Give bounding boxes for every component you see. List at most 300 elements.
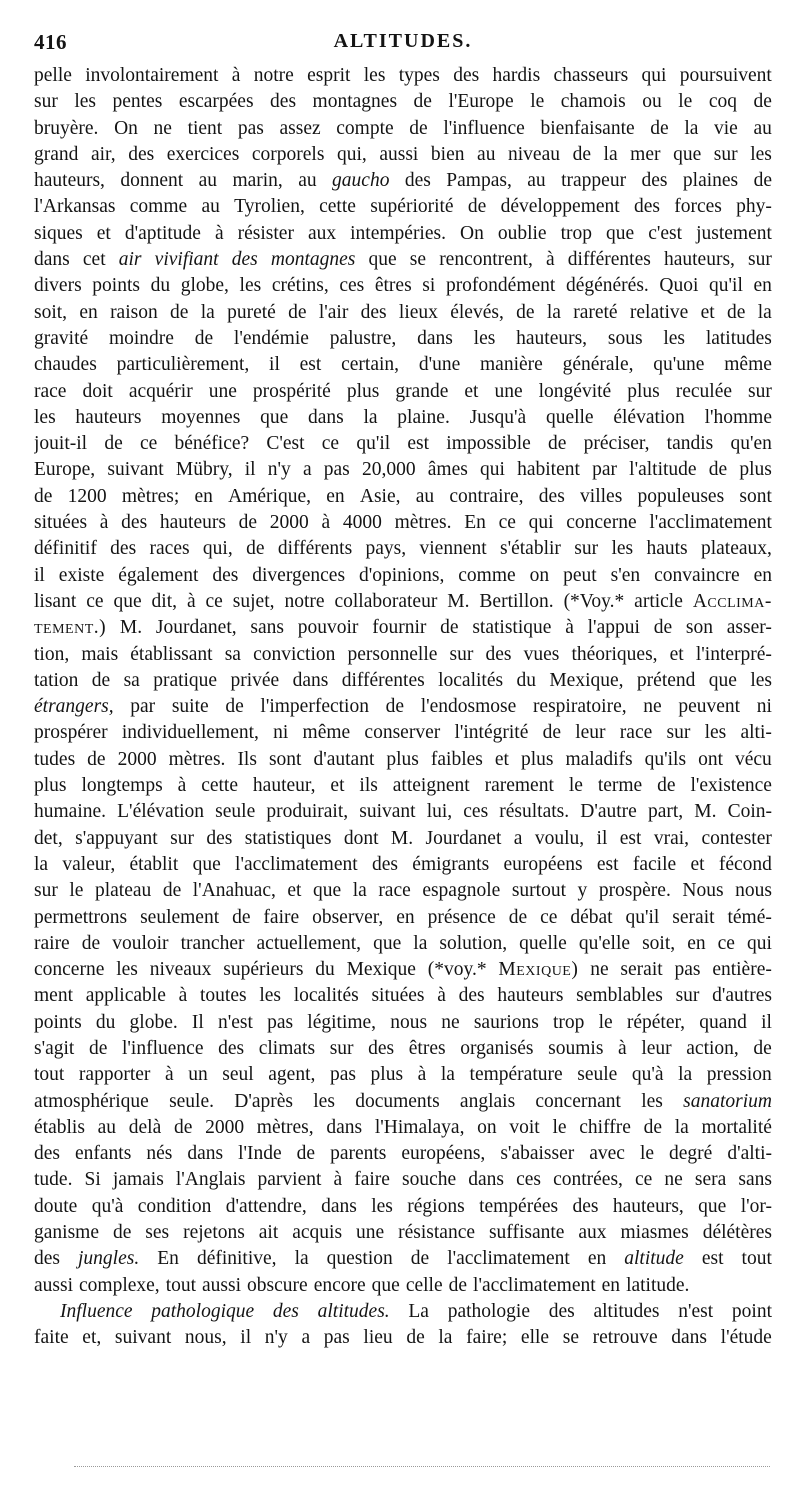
word: statistique	[472, 617, 552, 639]
word: de	[91, 669, 111, 691]
word: niveaux	[149, 959, 212, 981]
word: miasmes	[620, 1222, 689, 1244]
word: personnelle	[347, 643, 438, 665]
word: divers	[34, 275, 82, 297]
text-line	[34, 484, 772, 510]
word: 4000	[342, 512, 382, 534]
word: serait	[672, 906, 715, 928]
word: hauteurs,	[663, 249, 735, 271]
word: est	[299, 354, 322, 376]
word: en	[687, 932, 706, 954]
word: ait	[258, 1222, 279, 1244]
word: l'endémie	[233, 327, 309, 349]
word: tandis	[666, 433, 714, 455]
word: l'influence	[122, 1037, 204, 1059]
word: pas	[267, 1011, 294, 1033]
word: le	[639, 1143, 655, 1165]
word: des	[360, 301, 387, 323]
word: mortalité	[701, 1116, 772, 1138]
word: nous	[735, 880, 772, 902]
word: de	[112, 1222, 132, 1244]
word: différentes	[341, 669, 425, 691]
word: aussi	[379, 143, 419, 165]
word: du	[516, 669, 536, 691]
word: n'est	[678, 1300, 714, 1322]
word: résister	[237, 222, 294, 244]
word: hauteurs	[75, 406, 142, 428]
word: En	[464, 512, 486, 534]
word: hauteurs,	[516, 327, 588, 349]
word: n'y	[264, 1327, 288, 1349]
word: élévation	[613, 406, 685, 428]
text-line	[34, 1062, 772, 1088]
word: plaines	[682, 170, 739, 192]
word: et	[494, 748, 509, 770]
word: globe,	[180, 275, 229, 297]
word: l'étude	[720, 1327, 772, 1349]
word: 20,000	[361, 459, 416, 481]
word: trop	[560, 222, 593, 244]
word: supérieurs	[223, 959, 304, 981]
word: de	[727, 301, 746, 323]
word: et	[287, 880, 302, 902]
word: encore	[313, 1274, 366, 1296]
word: sur	[34, 880, 58, 902]
word: justement	[696, 222, 772, 244]
word: det,	[34, 827, 63, 849]
word: souche	[402, 1169, 457, 1191]
text-line	[34, 799, 772, 825]
word: pression	[706, 1064, 772, 1086]
word: ce	[540, 906, 558, 928]
word: impossible	[446, 433, 531, 455]
word: sujet,	[232, 590, 275, 612]
word: au	[415, 485, 435, 507]
word: à	[177, 775, 187, 797]
word: est	[619, 827, 642, 849]
word: 1200	[67, 485, 107, 507]
word: la	[440, 1064, 455, 1086]
word: concerne	[34, 959, 105, 981]
word: enfants	[75, 1143, 132, 1165]
word: mètres,	[256, 1116, 314, 1138]
word: prospérer	[34, 722, 108, 744]
word: il	[34, 564, 45, 586]
word: à	[546, 249, 555, 271]
word: l'Inde	[238, 1143, 282, 1165]
word: leur	[575, 722, 606, 744]
word: gravité	[34, 327, 89, 349]
word: En	[157, 1248, 179, 1270]
word: Tyrolien,	[234, 196, 305, 218]
word: pathologique	[151, 1300, 255, 1322]
word: race	[378, 880, 411, 902]
word: crétins,	[271, 275, 329, 297]
word: à	[565, 617, 574, 639]
word: de	[88, 1037, 108, 1059]
word: de	[542, 722, 561, 744]
word: marin,	[232, 170, 283, 192]
word: par	[130, 696, 156, 718]
word: 2000	[117, 748, 157, 770]
word: par	[592, 459, 617, 481]
word: individuellement,	[121, 722, 259, 744]
word: est	[701, 1248, 724, 1270]
word: les	[371, 1195, 393, 1217]
word: vécu	[734, 748, 772, 770]
word: suffisante	[488, 1222, 565, 1244]
word: habitent	[517, 459, 580, 481]
word: qu'une	[653, 354, 705, 376]
text-line	[34, 352, 772, 378]
word: mètres.	[168, 748, 226, 770]
word: conviction	[253, 643, 336, 665]
word: de	[653, 617, 673, 639]
word: des	[110, 538, 137, 560]
word: l'acclimatement	[649, 512, 772, 534]
word: de	[232, 906, 251, 928]
word: chaudes	[34, 354, 97, 376]
word: concernant	[535, 1090, 621, 1112]
word: qu'il	[709, 275, 743, 297]
word: Mexique,	[549, 669, 624, 691]
word: ni	[273, 722, 289, 744]
word: hauteurs,	[34, 170, 105, 192]
word: aussi	[34, 1274, 73, 1296]
word: et	[330, 775, 345, 797]
word: rejetons	[183, 1222, 245, 1244]
word: acquis	[292, 1222, 343, 1244]
text-line	[34, 1089, 772, 1115]
word: 2000	[269, 512, 309, 534]
word: fécond	[718, 853, 772, 875]
word: de	[753, 170, 772, 192]
word: phy-	[736, 196, 772, 218]
word: pas	[237, 117, 264, 139]
word: Jusqu'à	[469, 406, 527, 428]
word: dans	[292, 669, 329, 691]
word: faite	[34, 1327, 69, 1349]
word: en	[587, 1248, 607, 1270]
word: ne	[643, 696, 662, 718]
word: ce	[139, 433, 158, 455]
word: moindre	[108, 327, 174, 349]
word: plaine.	[397, 406, 450, 428]
word: actuellement,	[256, 932, 362, 954]
word: toutes	[199, 985, 247, 1007]
word: altitudes.	[317, 1300, 390, 1322]
word: de	[225, 696, 244, 718]
word: relative	[629, 301, 689, 323]
word: seulement	[140, 906, 220, 928]
word: il	[761, 1011, 772, 1033]
word: du	[150, 275, 171, 297]
text-line	[34, 747, 772, 773]
text-line	[34, 142, 772, 168]
word: développement	[500, 196, 620, 218]
word: elle	[520, 1327, 550, 1349]
word: en	[601, 1274, 621, 1296]
word: faire	[354, 1169, 390, 1191]
word: de	[385, 696, 405, 718]
word: maladifs	[565, 748, 633, 770]
word: plus	[370, 1064, 404, 1086]
word: retrouve	[592, 1327, 658, 1349]
word: la	[603, 143, 618, 165]
word: jouit-il	[34, 433, 88, 455]
word: qui	[747, 932, 772, 954]
word: ganisme	[34, 1222, 99, 1244]
word: serait	[620, 959, 663, 981]
word: établit	[129, 853, 179, 875]
word: soit,	[642, 932, 676, 954]
word: l'homme	[704, 406, 772, 428]
word: sera	[694, 1169, 727, 1191]
word: alti-	[740, 722, 772, 744]
word: que	[260, 406, 289, 428]
word: est	[407, 433, 430, 455]
word: question	[326, 1248, 393, 1270]
text-line	[34, 194, 772, 220]
word: dégénérés.	[565, 275, 649, 297]
body-text	[34, 63, 772, 1352]
word: ou	[642, 91, 662, 113]
word: suivant	[114, 1327, 172, 1349]
word: sur	[449, 643, 474, 665]
word: seule	[577, 1064, 618, 1086]
word: ces	[463, 801, 489, 823]
word: convaincre	[654, 564, 740, 586]
word: ces	[516, 1169, 541, 1191]
word: suivant	[107, 459, 164, 481]
word: des	[453, 65, 480, 86]
word: de	[246, 538, 265, 560]
word: l'intégrité	[454, 722, 529, 744]
word: 2000	[205, 1116, 245, 1138]
word: au	[753, 117, 772, 139]
word: coq	[708, 91, 737, 113]
word: hauteurs	[497, 985, 564, 1007]
word: celle	[405, 1274, 443, 1296]
word: en	[753, 275, 772, 297]
word: escarpées	[178, 91, 254, 113]
word: points	[34, 1011, 82, 1033]
word: conserver	[364, 722, 441, 744]
word: existe	[58, 564, 105, 586]
word: profondément	[445, 275, 556, 297]
word: rencontrent,	[439, 249, 533, 271]
word: définitif	[34, 538, 97, 560]
word: nous,	[184, 1327, 227, 1349]
word: de	[516, 301, 535, 323]
word: de	[467, 196, 487, 218]
word: différentes	[567, 249, 651, 271]
word: ils	[359, 775, 378, 797]
word: à	[417, 1064, 427, 1086]
word: supériorité	[370, 196, 454, 218]
word: oublie	[497, 222, 547, 244]
word: à	[333, 1169, 343, 1191]
word: complexe,	[79, 1274, 160, 1296]
word: au	[198, 170, 218, 192]
word: pouvoir	[297, 617, 359, 639]
word: reculée	[675, 380, 733, 402]
word: des	[458, 985, 485, 1007]
word: ne	[153, 117, 172, 139]
word: hauteurs,	[612, 1195, 684, 1217]
word: qui	[480, 459, 505, 481]
word: les	[363, 65, 386, 86]
text-line	[34, 1299, 772, 1325]
word: On	[114, 117, 138, 139]
word: légitime,	[307, 1011, 377, 1033]
word: dit,	[151, 590, 177, 612]
word: plus	[627, 380, 660, 402]
word: trop	[553, 1011, 585, 1033]
word: faibles	[430, 748, 483, 770]
word: qu'il	[356, 433, 391, 455]
word: organisés	[460, 1037, 534, 1059]
word: degré	[669, 1143, 713, 1165]
word: suite	[171, 696, 209, 718]
word: types	[398, 65, 440, 86]
word: lieux	[398, 301, 438, 323]
word: nés	[146, 1143, 173, 1165]
word: manière	[480, 354, 543, 376]
word: tement.)	[34, 617, 107, 639]
word: de	[409, 117, 428, 139]
word: anglais	[459, 1090, 516, 1112]
word: il	[244, 459, 256, 481]
word: Jourdanet,	[155, 617, 237, 639]
word: Mübry,	[175, 459, 233, 481]
word: ses	[145, 1222, 170, 1244]
word: n'y	[267, 459, 291, 481]
word: concerne	[566, 512, 637, 534]
word: la	[438, 1327, 453, 1349]
word: même	[302, 722, 351, 744]
word: qu'à	[631, 1064, 664, 1086]
word: peut	[563, 564, 597, 586]
word: comme	[129, 196, 188, 218]
word: terme	[597, 775, 643, 797]
word: l'Arkansas	[34, 196, 116, 218]
word: des	[633, 196, 660, 218]
word: les	[641, 1090, 663, 1112]
word: plus	[739, 459, 772, 481]
word: cette	[201, 775, 238, 797]
word: tout	[34, 1064, 65, 1086]
word: que	[673, 143, 702, 165]
word: race	[34, 380, 67, 402]
word: atteignent	[392, 775, 470, 797]
word: qu'à	[91, 1195, 124, 1217]
word: élevés,	[450, 301, 504, 323]
text-line	[34, 1010, 772, 1036]
word: de	[753, 1037, 772, 1059]
text-line	[34, 1273, 772, 1299]
word: montagnes	[312, 91, 398, 113]
word: bienfaisante	[540, 117, 635, 139]
word: de	[650, 117, 669, 139]
text-line	[34, 615, 772, 641]
word: condition	[137, 1195, 212, 1217]
word: des	[218, 1037, 245, 1059]
word: à	[178, 985, 188, 1007]
word: leur	[641, 1037, 672, 1059]
word: de	[643, 1116, 662, 1138]
word: contrées,	[553, 1169, 623, 1191]
word: l'Europe	[448, 91, 514, 113]
word: altitude	[624, 1248, 684, 1270]
word: de	[448, 1274, 468, 1296]
word: prétend	[636, 669, 696, 691]
word: sur	[329, 1037, 354, 1059]
word: L'élévation	[117, 801, 205, 823]
text-line	[34, 668, 772, 694]
word: établissant	[130, 643, 213, 665]
word: en	[194, 485, 213, 507]
word: latitudes	[705, 327, 772, 349]
word: à	[231, 65, 241, 86]
word: des	[270, 91, 297, 113]
word: qui	[528, 512, 554, 534]
word: la	[413, 932, 428, 954]
word: que	[368, 249, 397, 271]
word: article	[634, 590, 683, 612]
word: des	[371, 853, 398, 875]
word: obscure	[247, 1274, 308, 1296]
word: en	[326, 485, 345, 507]
word: le	[69, 880, 84, 902]
word: pas	[674, 959, 701, 981]
word: raison	[110, 301, 158, 323]
word: part,	[647, 801, 684, 823]
text-line	[34, 852, 772, 878]
word: sanatorium	[683, 1090, 772, 1112]
word: l'Anahuac,	[192, 880, 276, 902]
word: ce	[635, 1169, 653, 1191]
word: lui,	[426, 801, 453, 823]
word: d'autant	[313, 748, 375, 770]
word: parvient	[257, 1169, 322, 1191]
word: êtres	[374, 275, 412, 297]
text-line	[34, 983, 772, 1009]
text-line	[34, 878, 772, 904]
text-line	[34, 431, 772, 457]
word: sur	[675, 985, 700, 1007]
text-line	[34, 563, 772, 589]
word: grand	[34, 143, 79, 165]
word: semblables	[576, 985, 663, 1007]
word: moyennes	[161, 406, 241, 428]
word: la	[352, 880, 367, 902]
word: a	[513, 827, 523, 849]
word: ce	[498, 512, 516, 534]
word: rarement	[484, 775, 554, 797]
word: dans	[187, 1143, 224, 1165]
word: de	[440, 617, 459, 639]
word: observer,	[312, 906, 384, 928]
word: l'imperfection	[260, 696, 369, 718]
word: ne	[664, 1169, 683, 1191]
word: La	[408, 1300, 429, 1322]
word: sur	[34, 91, 58, 113]
word: cet	[82, 249, 106, 271]
word: pratique	[153, 669, 218, 691]
word: Ils	[237, 748, 257, 770]
word: ce	[86, 590, 104, 612]
